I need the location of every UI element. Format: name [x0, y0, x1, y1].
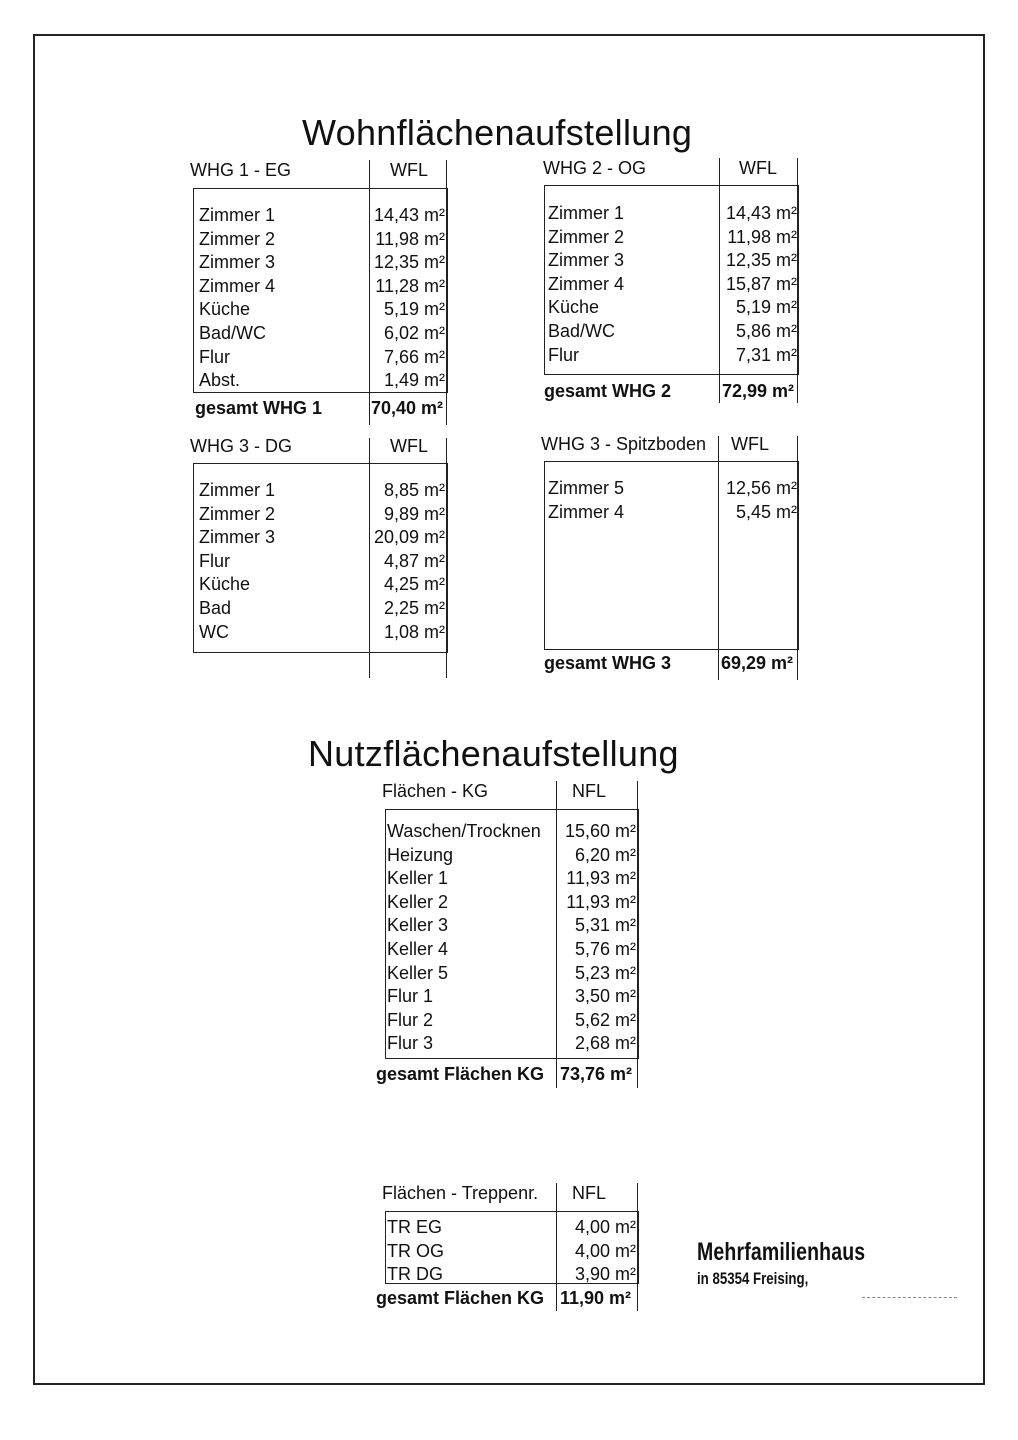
row-label: Zimmer 3 — [199, 527, 275, 548]
table-row — [195, 204, 445, 228]
kg-label: Flächen - KG — [382, 781, 489, 801]
row-value: 12,56 m² — [725, 478, 797, 498]
table-whg3-spitzboden — [541, 434, 803, 680]
row-label: Zimmer 2 — [199, 503, 275, 524]
row-label: Flur 2 — [387, 1009, 434, 1030]
row-label: Keller 5 — [387, 962, 449, 983]
row-value: 11,98 m² — [375, 228, 445, 249]
row-value: 14,43 m² — [725, 203, 797, 223]
stamp-location: in 85354 Freising, — [697, 1269, 809, 1288]
tr-rows — [383, 1216, 636, 1287]
row-value: 5,19 m² — [735, 297, 797, 318]
row-value: 5,31 m² — [574, 915, 636, 936]
table-row — [195, 275, 445, 299]
row-value: 5,62 m² — [574, 1009, 636, 1030]
row-value: 1,08 m² — [383, 621, 445, 642]
table-row — [383, 962, 636, 986]
table-row — [383, 1263, 636, 1287]
row-label: Keller 3 — [387, 915, 449, 936]
row-value: 11,93 m² — [566, 891, 636, 912]
row-value: 11,93 m² — [566, 868, 636, 889]
row-value: 15,87 m² — [725, 273, 797, 294]
row-label: Zimmer 1 — [199, 205, 275, 225]
row-label: Zimmer 1 — [199, 480, 275, 500]
row-label: Zimmer 5 — [548, 478, 624, 498]
row-value: 9,89 m² — [383, 503, 445, 524]
row-label: Zimmer 1 — [548, 203, 624, 223]
table-row — [544, 249, 797, 273]
table-row — [383, 914, 636, 938]
row-label: TR DG — [387, 1264, 443, 1285]
dashed-line — [862, 1297, 957, 1298]
whg2-total-label: gesamt WHG 2 — [544, 381, 672, 401]
row-value: 2,68 m² — [574, 1033, 636, 1054]
row-label: Bad — [199, 597, 232, 618]
row-label: Keller 1 — [387, 868, 449, 889]
whg2-rows — [544, 202, 797, 367]
table-whg1 — [190, 160, 450, 425]
row-value: 4,25 m² — [383, 574, 445, 595]
kg-col-header: NFL — [572, 781, 607, 801]
row-value: 8,85 m² — [383, 480, 445, 500]
table-row — [544, 344, 797, 368]
whg3sp-label: WHG 3 - Spitzboden — [541, 434, 707, 454]
row-value: 6,02 m² — [383, 322, 445, 343]
table-row — [544, 226, 797, 250]
row-value: 3,90 m² — [574, 1264, 636, 1285]
table-row — [195, 597, 445, 621]
table-row — [195, 346, 445, 370]
table-whg2 — [543, 158, 803, 408]
table-row — [383, 844, 636, 868]
row-label: Keller 2 — [387, 891, 449, 912]
whg1-col-header: WFL — [390, 160, 428, 180]
table-row — [383, 938, 636, 962]
title-nutzflaechen: Nutzflächenaufstellung — [308, 733, 679, 774]
row-value: 15,60 m² — [564, 821, 636, 841]
whg3sp-col-header: WFL — [731, 434, 769, 454]
row-value: 4,00 m² — [574, 1240, 636, 1261]
table-row — [195, 503, 445, 527]
row-label: Flur — [199, 346, 230, 367]
row-label: TR EG — [387, 1217, 443, 1237]
whg3dg-label: WHG 3 - DG — [190, 436, 292, 456]
row-value: 7,66 m² — [383, 346, 445, 367]
row-value: 20,09 m² — [373, 527, 445, 548]
table-row — [544, 273, 797, 297]
kg-total-value: 73,76 m² — [560, 1064, 633, 1084]
row-label: Flur 1 — [387, 986, 434, 1007]
row-value: 14,43 m² — [373, 205, 445, 225]
table-row — [544, 202, 797, 226]
whg1-total-value: 70,40 m² — [371, 398, 444, 418]
whg1-rows — [195, 204, 445, 393]
row-label: Keller 4 — [387, 938, 449, 959]
row-label: Flur — [548, 344, 579, 365]
table-flaechen-kg — [376, 781, 646, 1088]
table-row — [544, 296, 797, 320]
table-row — [195, 369, 445, 393]
table-row — [383, 1032, 636, 1056]
table-row — [383, 1216, 636, 1240]
row-label: Bad/WC — [548, 320, 616, 341]
kg-rows — [383, 820, 636, 1056]
table-flaechen-treppenraum — [376, 1183, 646, 1311]
whg3dg-rows — [195, 479, 445, 644]
table-row — [544, 477, 797, 501]
tr-total-value: 11,90 m² — [560, 1288, 632, 1308]
row-value: 5,19 m² — [383, 299, 445, 320]
row-value: 4,00 m² — [574, 1217, 636, 1237]
row-value: 11,98 m² — [727, 226, 797, 247]
whg3sp-total-label: gesamt WHG 3 — [544, 653, 672, 673]
building-stamp — [697, 1238, 913, 1289]
tr-total-label: gesamt Flächen KG — [376, 1288, 545, 1308]
stamp-title: Mehrfamilienhaus — [697, 1238, 866, 1266]
row-label: Bad/WC — [199, 322, 267, 343]
row-label: Küche — [199, 574, 251, 595]
whg2-label: WHG 2 - OG — [543, 158, 646, 178]
row-label: Flur 3 — [387, 1033, 434, 1054]
table-row — [195, 621, 445, 645]
table-row — [383, 985, 636, 1009]
table-row — [383, 1240, 636, 1264]
row-value: 12,35 m² — [725, 250, 797, 271]
table-row — [195, 298, 445, 322]
row-label: Zimmer 3 — [548, 250, 624, 271]
table-whg3-dg — [190, 436, 450, 678]
row-label: Zimmer 2 — [199, 228, 275, 249]
whg2-col-header: WFL — [739, 158, 777, 178]
table-row — [544, 320, 797, 344]
row-value: 4,87 m² — [383, 550, 445, 571]
row-label: Zimmer 4 — [199, 275, 275, 296]
table-row — [195, 251, 445, 275]
row-value: 5,76 m² — [574, 938, 636, 959]
table-row — [544, 501, 797, 525]
row-value: 6,20 m² — [574, 844, 636, 865]
table-row — [195, 479, 445, 503]
row-value: 7,31 m² — [735, 344, 797, 365]
tr-label: Flächen - Treppenr. — [382, 1183, 539, 1203]
row-value: 3,50 m² — [574, 986, 636, 1007]
table-row — [195, 526, 445, 550]
row-value: 1,49 m² — [383, 370, 445, 391]
row-value: 11,28 m² — [375, 275, 445, 296]
whg2-total-value: 72,99 m² — [722, 381, 795, 401]
table-row — [383, 820, 636, 844]
table-row — [383, 1009, 636, 1033]
row-label: Küche — [548, 297, 600, 318]
whg1-label: WHG 1 - EG — [190, 160, 292, 180]
row-value: 12,35 m² — [373, 252, 445, 273]
row-label: Zimmer 4 — [548, 501, 624, 522]
table-row — [195, 550, 445, 574]
row-value: 5,45 m² — [735, 501, 797, 522]
table-row — [195, 322, 445, 346]
row-label: Zimmer 2 — [548, 226, 624, 247]
table-row — [195, 228, 445, 252]
row-label: TR OG — [387, 1240, 444, 1261]
whg3sp-rows — [544, 477, 797, 524]
title-wohnflaechen: Wohnflächenaufstellung — [302, 112, 693, 153]
row-value: 5,23 m² — [574, 962, 636, 983]
table-row — [383, 867, 636, 891]
row-label: Zimmer 3 — [199, 252, 275, 273]
table-row — [195, 573, 445, 597]
table-row — [383, 891, 636, 915]
row-label: Zimmer 4 — [548, 273, 624, 294]
row-label: WC — [199, 621, 229, 642]
whg3dg-col-header: WFL — [390, 436, 428, 456]
row-label: Heizung — [387, 844, 454, 865]
row-label: Flur — [199, 550, 230, 571]
row-value: 5,86 m² — [735, 320, 797, 341]
row-label: Abst. — [199, 370, 241, 391]
kg-total-label: gesamt Flächen KG — [376, 1064, 545, 1084]
whg3sp-total-value: 69,29 m² — [721, 653, 794, 673]
row-label: Waschen/Trocknen — [387, 821, 541, 841]
tr-col-header: NFL — [572, 1183, 607, 1203]
row-value: 2,25 m² — [383, 597, 445, 618]
whg1-total-label: gesamt WHG 1 — [195, 398, 323, 418]
row-label: Küche — [199, 299, 251, 320]
